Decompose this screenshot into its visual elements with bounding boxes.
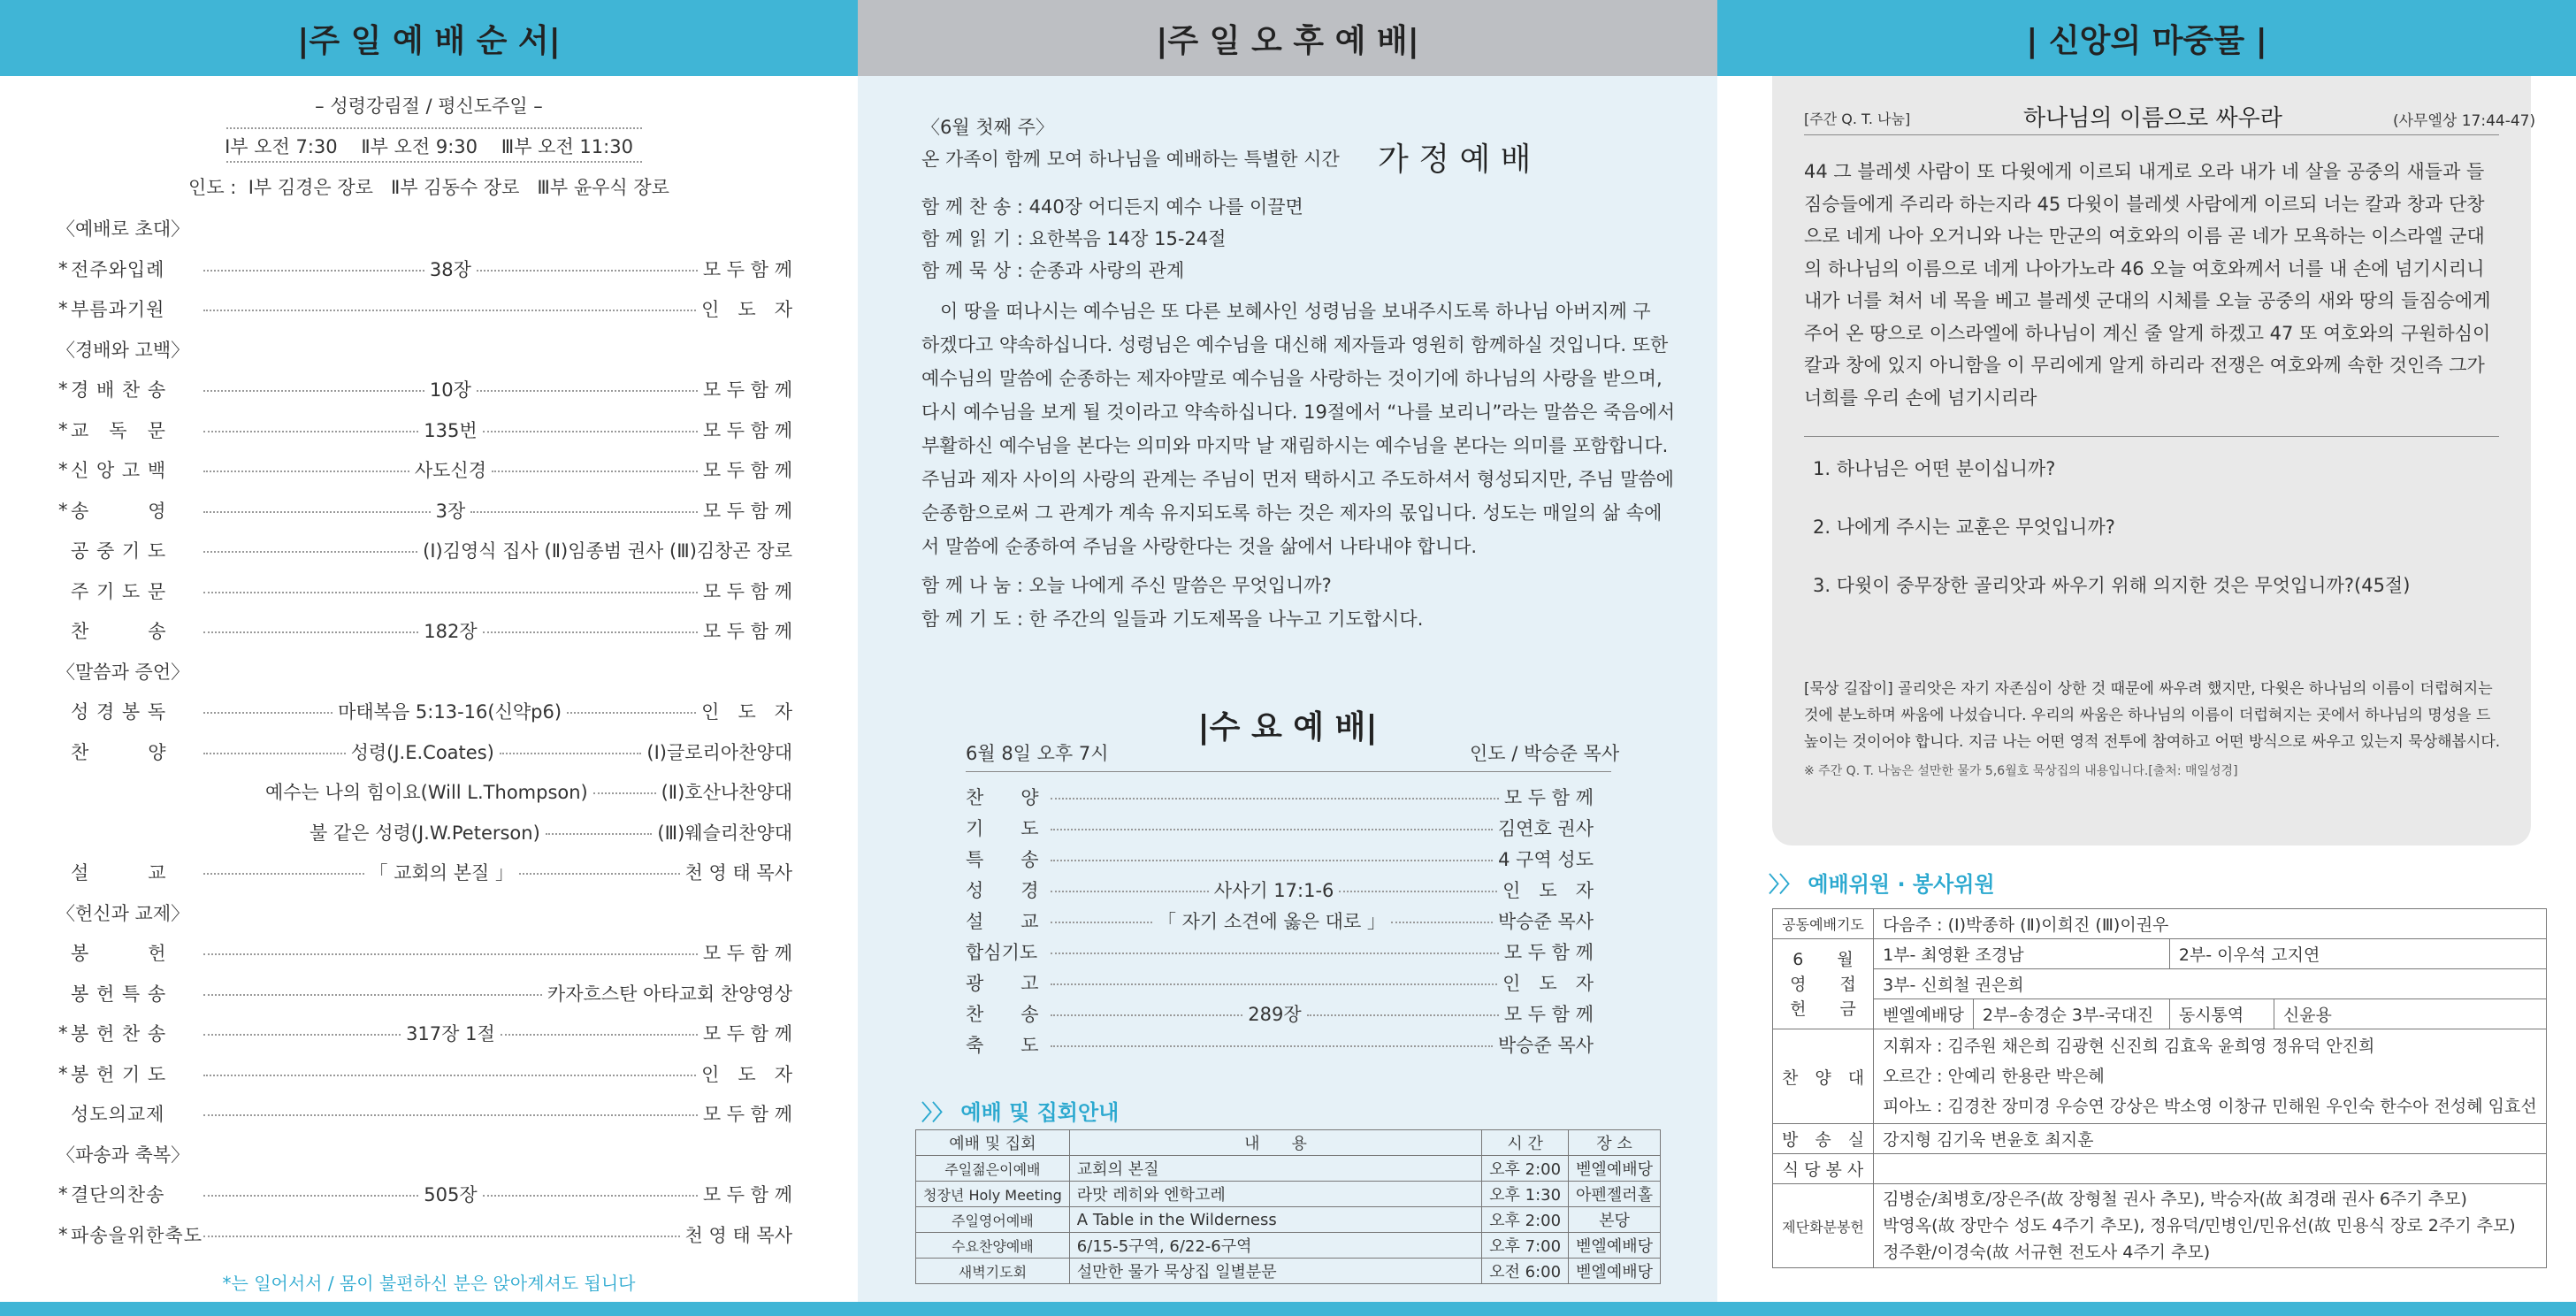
order-person: 모 두 함 께 — [702, 1023, 792, 1044]
staff-table — [1772, 908, 2547, 1268]
wednesday-row — [966, 907, 1594, 934]
wednesday-label: 기 도 — [966, 818, 1039, 839]
guide-header-cell: 내 용 — [1069, 1130, 1481, 1156]
order-person: 인 도 자 — [701, 1064, 792, 1085]
order-row — [58, 295, 792, 322]
order-label: 부름과기원 — [71, 299, 165, 320]
worship-guide-title: 〉〉 예배 및 집회안내 — [921, 1100, 1120, 1125]
order-label: 봉 헌 특 송 — [71, 983, 167, 1005]
guide-cell: 오전 6:00 — [1482, 1259, 1569, 1284]
wednesday-label: 축 도 — [966, 1035, 1039, 1056]
section-heading: 〈경배와 고백〉 — [57, 340, 190, 361]
order-person: 카자흐스탄 아타교회 찬양영상 — [547, 983, 792, 1005]
qt-tag: [주간 Q. T. 나눔] — [1804, 111, 1911, 127]
wednesday-row — [966, 845, 1594, 872]
family-reading: 함 께 읽 기 : 요한복음 14장 15-24절 — [921, 228, 1227, 249]
order-label: 봉 헌 찬 송 — [71, 1023, 167, 1044]
column-header: | 신앙의 마중물 | — [1717, 0, 2576, 76]
guide-cell: 오후 2:00 — [1482, 1207, 1569, 1233]
standing-mark: * — [58, 1022, 68, 1044]
guide-row — [916, 1259, 1661, 1284]
qt-title: 하나님의 이름으로 싸우라 — [2023, 105, 2282, 132]
guide-row — [916, 1233, 1661, 1259]
offering-3d: 신윤용 — [2274, 999, 2546, 1029]
scripture-line: 짐승들에게 주리라 하는지라 45 다윗이 블레셋 사람에게 이르되 너는 칼과 창과 단창 — [1804, 193, 2485, 215]
bottom-bar — [0, 1302, 2576, 1316]
choir-conductors: 지휘자 : 김주원 채은희 김광현 신진희 김효욱 윤희영 정유덕 안진희 — [1883, 1037, 2375, 1056]
wednesday-row — [966, 1031, 1594, 1058]
guide-cell: 청장년 Holy Meeting — [916, 1182, 1070, 1207]
wednesday-row — [966, 969, 1594, 996]
order-row — [58, 698, 792, 724]
guide-row — [916, 1156, 1661, 1182]
wednesday-row — [966, 938, 1594, 965]
choir-piano: 피아노 : 김경찬 장미경 우승연 강상은 박소영 이창규 민해원 우인숙 한수아 전성혜 임효선 — [1883, 1097, 2537, 1116]
choir-label: 찬 양 대 — [1773, 1029, 1874, 1124]
devotion-line: 예수님의 말씀에 순종하는 제자야말로 예수님을 사랑하는 것이기에 하나님의 사랑을 받으며, — [921, 368, 1663, 389]
guide-cell: 본당 — [1569, 1207, 1661, 1233]
order-row — [58, 1100, 792, 1127]
order-item: 10장 — [429, 379, 471, 401]
order-item: 불 같은 성령(J.W.Peterson) — [310, 822, 540, 844]
guide-cell: 새벽기도회 — [916, 1259, 1070, 1284]
devotion-line: 부활하신 예수님을 본다는 의미와 마지막 날 재림하시는 예수님을 본다는 의미를 포함합니다. — [921, 435, 1669, 456]
guide-header-cell: 예배 및 집회 — [916, 1130, 1070, 1156]
column-header: |주 일 오 후 예 배| — [858, 0, 1717, 76]
devotion-line: 하겠다고 약속하십니다. 성령님은 예수님을 대신해 제자들과 영원히 함께하실 것입니다. 또한 — [921, 334, 1669, 356]
section-heading: 〈예배로 초대〉 — [57, 218, 190, 240]
wednesday-person: 4 구역 성도 — [1498, 849, 1594, 870]
guide-header-cell: 장 소 — [1569, 1130, 1661, 1156]
order-person: 모 두 함 께 — [702, 460, 793, 481]
qt-question: 3. 다윗이 중무장한 골리앗과 싸우기 위해 의지한 것은 무엇입니까?(45절) — [1813, 575, 2411, 596]
order-row — [58, 497, 792, 524]
guide-cell: 오후 2:00 — [1482, 1156, 1569, 1182]
guide-cell: 벧엘예배당 — [1569, 1233, 1661, 1259]
broadcast-label: 방 송 실 — [1773, 1124, 1874, 1154]
meditation-line: 것에 분노하며 싸움에 나섰습니다. 우리의 싸움은 하나님의 이름이 더럽혀지는 곳에서 하나님의 명성을 드 — [1804, 707, 2491, 724]
order-row — [58, 738, 792, 765]
order-label: 전주와입례 — [71, 259, 165, 280]
guide-row — [916, 1182, 1661, 1207]
guide-cell: 주일젊은이예배 — [916, 1156, 1070, 1182]
order-item: 135번 — [424, 420, 478, 441]
wednesday-item: 289장 — [1248, 1004, 1302, 1025]
order-person: (Ⅰ)김영식 집사 (Ⅱ)임종범 권사 (Ⅲ)김창곤 장로 — [423, 540, 792, 562]
scripture-line: 너희를 우리 손에 넘기시리라 — [1804, 386, 2037, 409]
scripture-line: 의 하나님의 이름으로 네게 나아가노라 46 오늘 여호와께서 너를 내 손에 넘기시리니 — [1804, 257, 2485, 279]
offering-3b: 2부–송경순 3부-국대진 — [1973, 999, 2169, 1029]
order-person: 모 두 함 께 — [702, 379, 792, 401]
devotion-line: 서 말씀에 순종하여 주님을 사랑한다는 것을 삶에서 나타내야 합니다. — [921, 536, 1478, 557]
devotion-line: 이 땅을 떠나시는 예수님은 또 다른 보혜사인 성령님을 보내주시도록 하나님 아버지께 구 — [921, 301, 1651, 322]
guide-cell: 주일영어예배 — [916, 1207, 1070, 1233]
section-heading: 〈말씀과 증언〉 — [57, 662, 190, 683]
wednesday-person: 박승준 목사 — [1497, 911, 1594, 932]
wednesday-title: |수 요 예 배| — [1197, 709, 1378, 746]
order-row — [58, 376, 792, 402]
devotion-line: 다시 예수님을 보게 될 것이라고 약속하십니다. 19절에서 “나를 보리니”라는 말씀은 죽음에서 — [921, 402, 1676, 423]
wednesday-person: 모 두 함 께 — [1503, 787, 1594, 808]
order-row — [58, 417, 792, 443]
order-person: (Ⅱ)호산나찬양대 — [661, 782, 792, 803]
order-row — [58, 537, 792, 563]
guide-cell: A Table in the Wilderness — [1069, 1207, 1481, 1233]
choir-organ: 오르간 : 안예리 한용란 박은혜 — [1883, 1067, 2105, 1086]
meditation-line: [묵상 길잡이] 골리앗은 자기 자존심이 상한 것 때문에 싸우려 했지만, 다윗은 하나님의 이름이 더럽혀지는 — [1804, 680, 2493, 698]
order-row — [58, 1221, 792, 1248]
order-person: 모 두 함 께 — [702, 581, 792, 602]
order-row — [58, 939, 792, 966]
altar-line-1: 김병순/최병호/장은주(故 장형철 권사 추모), 박승자(故 최경래 권사 6주기 추모) — [1883, 1190, 2467, 1209]
order-item: 「 교회의 본질 」 — [369, 862, 514, 884]
wednesday-label: 설 교 — [966, 911, 1039, 932]
wednesday-row — [966, 784, 1594, 810]
order-person: 인 도 자 — [701, 299, 792, 320]
guide-cell: 벧엘예배당 — [1569, 1259, 1661, 1284]
scripture-line: 칼과 창에 있지 아니함을 이 무리에게 알게 하리라 전쟁은 여호와께 속한 것인즉 그가 — [1804, 355, 2485, 376]
standing-mark: * — [58, 1183, 68, 1205]
order-label: 결단의찬송 — [71, 1184, 165, 1205]
sunday-worship-column — [0, 0, 858, 1316]
family-worship-title: 가 정 예 배 — [1378, 142, 1532, 178]
order-row — [58, 1020, 792, 1046]
guide-cell: 교회의 본질 — [1069, 1156, 1481, 1182]
order-label: 봉 헌 기 도 — [71, 1064, 167, 1085]
order-row — [265, 778, 792, 805]
guide-cell: 아펜젤러홀 — [1569, 1182, 1661, 1207]
qt-reference: (사무엘상 17:44-47) — [2393, 112, 2536, 130]
order-label: 공 중 기 도 — [71, 540, 167, 562]
scripture-line: 으로 네게 나아 오거니와 나는 만군의 여호와의 이름 곧 네가 모욕하는 이스라엘 군대 — [1804, 226, 2485, 247]
prayer-label: 공동예배기도 — [1773, 909, 1874, 939]
order-label: 찬 양 — [71, 742, 167, 763]
guide-cell: 설만한 물가 묵상집 일별분문 — [1069, 1259, 1481, 1284]
order-item: 사도신경 — [414, 460, 486, 481]
family-meditation: 함 께 묵 상 : 순종과 사랑의 관계 — [921, 260, 1185, 281]
order-item: 3장 — [435, 501, 466, 522]
altar-label: 제단화분봉헌 — [1773, 1184, 1874, 1268]
order-item: 317장 1절 — [406, 1023, 495, 1044]
wednesday-label: 합심기도 — [966, 942, 1038, 963]
wednesday-label: 찬 양 — [966, 787, 1039, 808]
scripture-line: 내가 너를 쳐서 네 목을 베고 블레셋 군대의 시체를 오늘 공중의 새와 땅의 들짐승에게 — [1804, 290, 2491, 311]
service-subtitle: – 성령강림절 / 평신도주일 – — [315, 96, 543, 117]
order-label: 찬 송 — [71, 621, 167, 642]
family-prayer: 함 께 기 도 : 한 주간의 일들과 기도제목을 나누고 기도합시다. — [921, 608, 1424, 630]
wednesday-row — [966, 815, 1594, 841]
wednesday-label: 성 경 — [966, 880, 1039, 901]
prayer-value: 다음주 : (Ⅰ)박종하 (Ⅱ)이희진 (Ⅲ)이권우 — [1874, 909, 2547, 939]
order-item: 예수는 나의 힘이요(Will L.Thompson) — [265, 782, 588, 803]
family-intro: 온 가족이 함께 모여 하나님을 예배하는 특별한 시간 — [921, 149, 1340, 170]
worship-guide-table — [915, 1129, 1661, 1284]
family-week: 〈6월 첫째 주〉 — [921, 117, 1054, 138]
order-label: 신 앙 고 백 — [71, 460, 167, 481]
standing-mark: * — [58, 459, 68, 480]
family-hymn: 함 께 찬 송 : 440장 어디든지 예수 나를 이끌면 — [921, 196, 1303, 218]
devotion-line: 주님과 제자 사이의 사랑의 관계는 주님이 먼저 택하시고 주도하셔서 형성되지만, 주님 말씀에 — [921, 469, 1674, 490]
service-leaders: 인도 : Ⅰ부 김경은 장로 Ⅱ부 김동수 장로 Ⅲ부 윤우식 장로 — [188, 177, 669, 198]
standing-footnote: *는 일어서서 / 몸이 불편하신 분은 앉아계셔도 됩니다 — [222, 1273, 636, 1294]
wednesday-item: 「 자기 소견에 옳은 대로 」 — [1157, 911, 1386, 932]
guide-row — [916, 1207, 1661, 1233]
order-item: 성령(J.E.Coates) — [350, 742, 494, 763]
offering-3a: 벧엘예배당 — [1874, 999, 1974, 1029]
wednesday-person: 인 도 자 — [1502, 880, 1594, 901]
order-label: 파송을위한축도 — [71, 1225, 203, 1246]
order-person: 모 두 함 께 — [702, 943, 792, 964]
order-person: 모 두 함 께 — [702, 259, 792, 280]
order-row — [58, 1181, 792, 1207]
guide-cell: 벧엘예배당 — [1569, 1156, 1661, 1182]
order-row — [58, 1060, 792, 1087]
order-person: 모 두 함 께 — [702, 420, 793, 441]
order-row — [58, 578, 792, 604]
order-person: 천 영 태 목사 — [684, 862, 792, 884]
guide-cell: 라맛 레히와 엔학고레 — [1069, 1182, 1481, 1207]
order-person: (Ⅲ)웨슬리찬양대 — [657, 822, 792, 844]
staff-title: 〉〉 예배위원 · 봉사위원 — [1769, 872, 1995, 897]
wednesday-person: 박승준 목사 — [1497, 1035, 1594, 1056]
order-label: 경 배 찬 송 — [71, 379, 167, 401]
order-label: 성도의교제 — [71, 1104, 165, 1125]
meditation-line: 높이는 것이어야 합니다. 지금 나는 어떤 영적 전투에 참여하고 어떤 방식으로 싸우고 있는지 묵상해봅시다. — [1804, 733, 2501, 751]
standing-mark: * — [58, 298, 68, 319]
guide-cell: 수요찬양예배 — [916, 1233, 1070, 1259]
order-item: 505장 — [424, 1184, 478, 1205]
order-label: 송 영 — [71, 501, 167, 522]
order-label: 봉 헌 — [71, 943, 167, 964]
wednesday-row — [966, 876, 1594, 903]
order-label: 주 기 도 문 — [71, 581, 167, 602]
wednesday-leader: 인도 / 박승준 목사 — [1470, 743, 1620, 764]
order-person: 인 도 자 — [701, 701, 793, 723]
section-heading: 〈파송과 축복〉 — [57, 1144, 190, 1166]
guide-cell: 6/15-5구역, 6/22-6구역 — [1069, 1233, 1481, 1259]
qt-box — [1772, 76, 2536, 845]
offering-1b: 2부- 이우석 고지연 — [2169, 939, 2546, 969]
order-item: 38장 — [429, 259, 471, 280]
family-share: 함 께 나 눔 : 오늘 나에게 주신 말씀은 무엇입니까? — [921, 575, 1332, 596]
wednesday-item: 사사기 17:1-6 — [1213, 880, 1334, 901]
service-times: Ⅰ부 오전 7:30 Ⅱ부 오전 9:30 Ⅲ부 오전 11:30 — [225, 136, 633, 157]
section-heading: 〈헌신과 교제〉 — [57, 903, 190, 924]
sunday-afternoon-column — [858, 0, 1717, 1316]
qt-source-note: ※ 주간 Q. T. 나눔은 설만한 물가 5,6월호 묵상집의 내용입니다.[출처: 매일성경] — [1804, 764, 2238, 778]
order-person: 모 두 함 께 — [702, 501, 793, 522]
standing-mark: * — [58, 258, 68, 279]
offering-label: 6 월 영 접 헌 금 — [1773, 939, 1874, 1029]
standing-mark: * — [58, 419, 68, 440]
broadcast-value: 강지형 김기욱 변윤호 최지훈 — [1874, 1124, 2547, 1154]
wednesday-label: 광 고 — [966, 973, 1039, 994]
wednesday-person: 모 두 함 께 — [1503, 942, 1594, 963]
order-label: 성 경 봉 독 — [71, 701, 167, 723]
cafeteria-label: 식 당 봉 사 — [1773, 1154, 1874, 1184]
standing-mark: * — [58, 500, 68, 521]
wednesday-date: 6월 8일 오후 7시 — [966, 743, 1109, 764]
order-label: 교 독 문 — [71, 420, 166, 441]
offering-2: 3부- 신희철 권은희 — [1874, 969, 2547, 999]
wednesday-person: 인 도 자 — [1502, 973, 1594, 994]
order-label: 설 교 — [71, 862, 167, 884]
order-person: 모 두 함 께 — [702, 1104, 792, 1125]
order-row — [58, 980, 792, 1006]
order-row — [58, 859, 792, 885]
qt-question: 1. 하나님은 어떤 분이십니까? — [1813, 458, 2056, 479]
order-row — [310, 819, 792, 845]
wednesday-person: 모 두 함 께 — [1503, 1004, 1594, 1025]
offering-1a: 1부- 최영환 조경남 — [1874, 939, 2170, 969]
order-person: 모 두 함 께 — [702, 621, 793, 642]
standing-mark: * — [58, 1224, 68, 1245]
wednesday-label: 찬 송 — [966, 1004, 1039, 1025]
qt-question: 2. 나에게 주시는 교훈은 무엇입니까? — [1813, 516, 2115, 538]
cafeteria-value — [1874, 1154, 2547, 1184]
guide-header-cell: 시 간 — [1482, 1130, 1569, 1156]
order-item: 마태복음 5:13-16(신약p6) — [338, 701, 562, 723]
guide-cell: 오후 1:30 — [1482, 1182, 1569, 1207]
standing-mark: * — [58, 1063, 68, 1084]
wednesday-label: 특 송 — [966, 849, 1039, 870]
devotion-line: 순종함으로써 그 관계가 계속 유지되도록 하는 것은 제자의 몫입니다. 성도는 매일의 삶 속에 — [921, 502, 1663, 524]
altar-line-3: 정주환/이경숙(故 서규현 전도사 4주기 추모) — [1883, 1243, 2211, 1262]
order-row — [58, 256, 792, 282]
order-person: (Ⅰ)글로리아찬양대 — [646, 742, 792, 763]
guide-cell: 오후 7:00 — [1482, 1233, 1569, 1259]
order-item: 182장 — [424, 621, 478, 642]
scripture-line: 주어 온 땅으로 이스라엘에 하나님이 계신 줄 알게 하겠고 47 또 여호와의 구원하심이 — [1804, 322, 2491, 344]
column-header: |주 일 예 배 순 서| — [0, 0, 858, 76]
order-row — [58, 617, 792, 644]
wednesday-row — [966, 1000, 1594, 1027]
order-person: 모 두 함 께 — [702, 1184, 793, 1205]
scripture-line: 44 그 블레셋 사람이 또 다윗에게 이르되 내게로 오라 내가 네 살을 공중의 새들과 들 — [1804, 161, 2485, 182]
altar-line-2: 박영옥(故 장만수 성도 4주기 추모), 정유덕/민병인/민유선(故 민용식 장로 2주기 추모) — [1883, 1216, 2516, 1236]
wednesday-person: 김연호 권사 — [1497, 818, 1594, 839]
offering-3c: 동시통역 — [2169, 999, 2274, 1029]
standing-mark: * — [58, 379, 68, 400]
order-row — [58, 456, 792, 483]
order-person: 천 영 태 목사 — [684, 1225, 792, 1246]
